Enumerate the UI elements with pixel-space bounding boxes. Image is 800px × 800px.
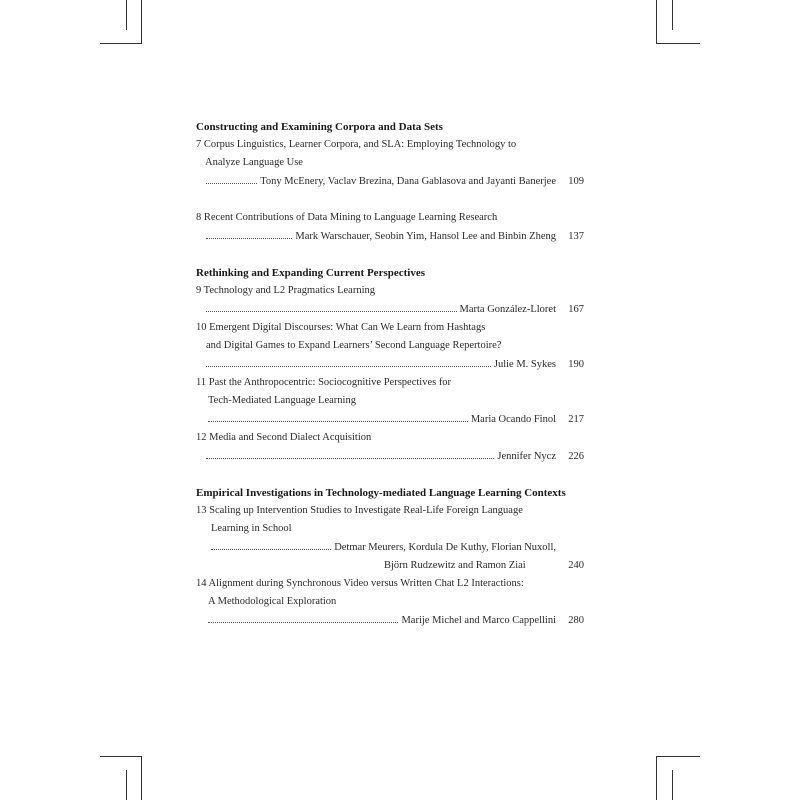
page-number: 226 [568,451,584,462]
chapter-title: 12 Media and Second Dialect Acquisition [196,432,372,443]
crop-mark-bottom-right [656,756,700,757]
crop-mark-top-right [656,0,657,44]
chapter-title: 9 Technology and L2 Pragmatics Learning [196,285,375,296]
chapter-title: Analyze Language Use [205,157,303,168]
chapter-leader [206,451,556,462]
page-number: 137 [568,231,584,242]
chapter-leader [206,176,556,187]
chapter-leader [206,304,556,315]
crop-mark-bottom-right [656,756,657,800]
crop-mark-bottom-left [100,756,142,757]
page-number: 109 [568,176,584,187]
section-heading: Empirical Investigations in Technology-mediated Language Learning Contexts [196,487,566,499]
chapter-authors: Tony McEnery, Vaclav Brezina, Dana Gablasova and Jayanti Banerjee [260,176,556,187]
chapter-title: 14 Alignment during Synchronous Video versus Written Chat L2 Interactions: [196,578,524,589]
chapter-leader [206,359,556,370]
dot-leader [206,366,491,367]
chapter-title: Learning in School [211,523,292,534]
chapter-authors: Jennifer Nycz [497,451,556,462]
chapter-authors: Maria Ocando Finol [470,414,556,425]
chapter-title: 11 Past the Anthropocentric: Sociocognitive Perspectives for [196,377,452,388]
crop-mark-bottom-right-outer [672,770,673,800]
crop-mark-top-left [100,43,142,44]
dot-leader [206,238,292,239]
chapter-title: 8 Recent Contributions of Data Mining to Language Learning Research [196,212,498,223]
chapter-authors-continued: Björn Rudzewitz and Ramon Ziai [384,560,526,571]
chapter-title: and Digital Games to Expand Learners’ Second Language Repertoire? [206,340,502,351]
chapter-leader [211,542,556,553]
dot-leader [208,622,398,623]
chapter-title: 7 Corpus Linguistics, Learner Corpora, and SLA: Employing Technology to [196,139,517,150]
crop-mark-top-right [656,43,700,44]
dot-leader [211,549,331,550]
crop-mark-bottom-left [141,756,142,800]
crop-mark-bottom-left-outer [126,770,127,800]
chapter-title: 13 Scaling up Intervention Studies to Investigate Real-Life Foreign Language [196,505,523,516]
chapter-authors: Mark Warschauer, Seobin Yim, Hansol Lee and Binbin Zheng [295,231,556,242]
page-number: 240 [568,560,584,571]
chapter-leader [208,615,556,626]
chapter-authors: Marta González-Lloret [459,304,556,315]
chapter-leader [206,231,556,242]
page-number: 167 [568,304,584,315]
chapter-authors: Marije Michel and Marco Cappellini [401,615,556,626]
dot-leader [206,311,457,312]
section-heading: Rethinking and Expanding Current Perspectives [196,267,425,279]
chapter-authors: Detmar Meurers, Kordula De Kuthy, Florian Nuxoll, [334,542,556,553]
chapter-authors: Julie M. Sykes [493,359,556,370]
chapter-title: A Methodological Exploration [208,596,337,607]
dot-leader [206,458,494,459]
crop-mark-top-left-outer [126,0,127,30]
section-heading: Constructing and Examining Corpora and Data Sets [196,121,443,133]
dot-leader [206,183,257,184]
page-number: 280 [568,615,584,626]
page-number: 190 [568,359,584,370]
page-number: 217 [568,414,584,425]
chapter-title: 10 Emergent Digital Discourses: What Can We Learn from Hashtags [196,322,486,333]
chapter-title: Tech-Mediated Language Learning [208,395,356,406]
crop-mark-top-left [141,0,142,44]
crop-mark-top-right-outer [672,0,673,30]
chapter-leader [208,414,556,425]
dot-leader [208,421,468,422]
